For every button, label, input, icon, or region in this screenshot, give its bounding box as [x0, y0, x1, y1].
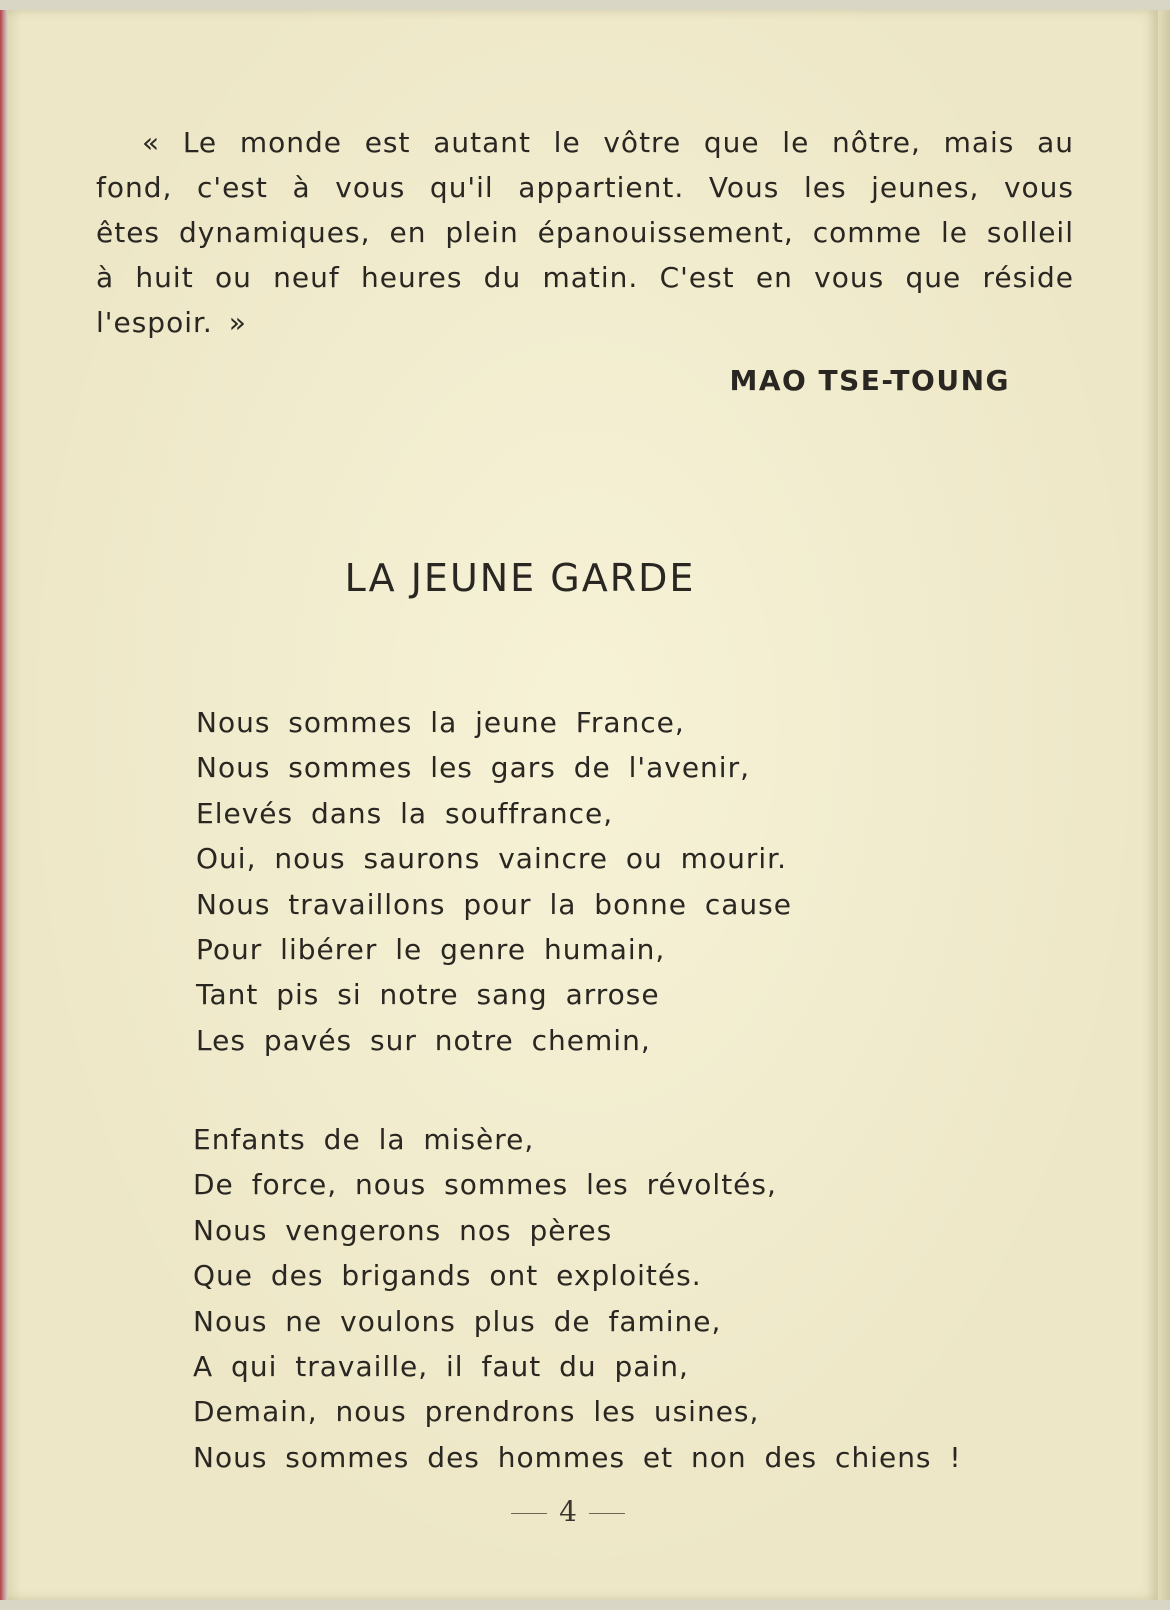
page-number-dash-left — [511, 1513, 547, 1514]
booklet-spine-edge — [0, 10, 8, 1600]
verse-line: Nous vengerons nos pères — [193, 1213, 613, 1247]
verse-line: Enfants de la misère, — [193, 1123, 535, 1156]
verse-line: A qui travaille, il faut du pain, — [193, 1350, 689, 1384]
page-number — [8, 1495, 1128, 1528]
verse-line: Demain, nous prendrons les usines, — [193, 1395, 760, 1429]
verse-line: Tant pis si notre sang arrose — [196, 978, 660, 1012]
page-number-dash-right — [589, 1513, 625, 1514]
verse-line: Que des brigands ont exploités. — [193, 1259, 702, 1293]
verse-line: Nous sommes la jeune France, — [196, 706, 685, 739]
stanza-1 — [196, 700, 792, 1063]
verse-line: Nous travaillons pour la bonne cause — [196, 887, 792, 921]
epigraph-author: MAO TSE-TOUNG — [729, 364, 1010, 397]
page-right-edge — [1158, 10, 1170, 1600]
stanza-2 — [193, 1117, 962, 1480]
booklet-page — [8, 10, 1158, 1600]
song-title: LA JEUNE GARDE — [344, 556, 696, 600]
verse-line: Oui, nous saurons vaincre ou mourir. — [196, 842, 787, 876]
verse-line: Nous ne voulons plus de famine, — [193, 1304, 722, 1338]
verse-line: Pour libérer le genre humain, — [196, 933, 666, 967]
verse-line: Nous sommes les gars de l'avenir, — [196, 751, 750, 785]
verse-line: Les pavés sur notre chemin, — [196, 1023, 651, 1057]
verse-line: Elevés dans la souffrance, — [196, 796, 614, 830]
verse-line: Nous sommes des hommes et non des chiens ! — [193, 1440, 962, 1474]
verse-line: De force, nous sommes les révoltés, — [193, 1168, 777, 1202]
epigraph-quote: « Le monde est autant le vôtre que le nôtre, mais au fond, c'est à vous qu'il appartient. Vous les jeunes, vous êtes dynamiques, en plein épanouissement, comme le solleil à huit ou neuf heures du matin. C'est en vous que réside l'espoir. » — [96, 126, 1074, 339]
page-number-value: 4 — [559, 1495, 577, 1528]
